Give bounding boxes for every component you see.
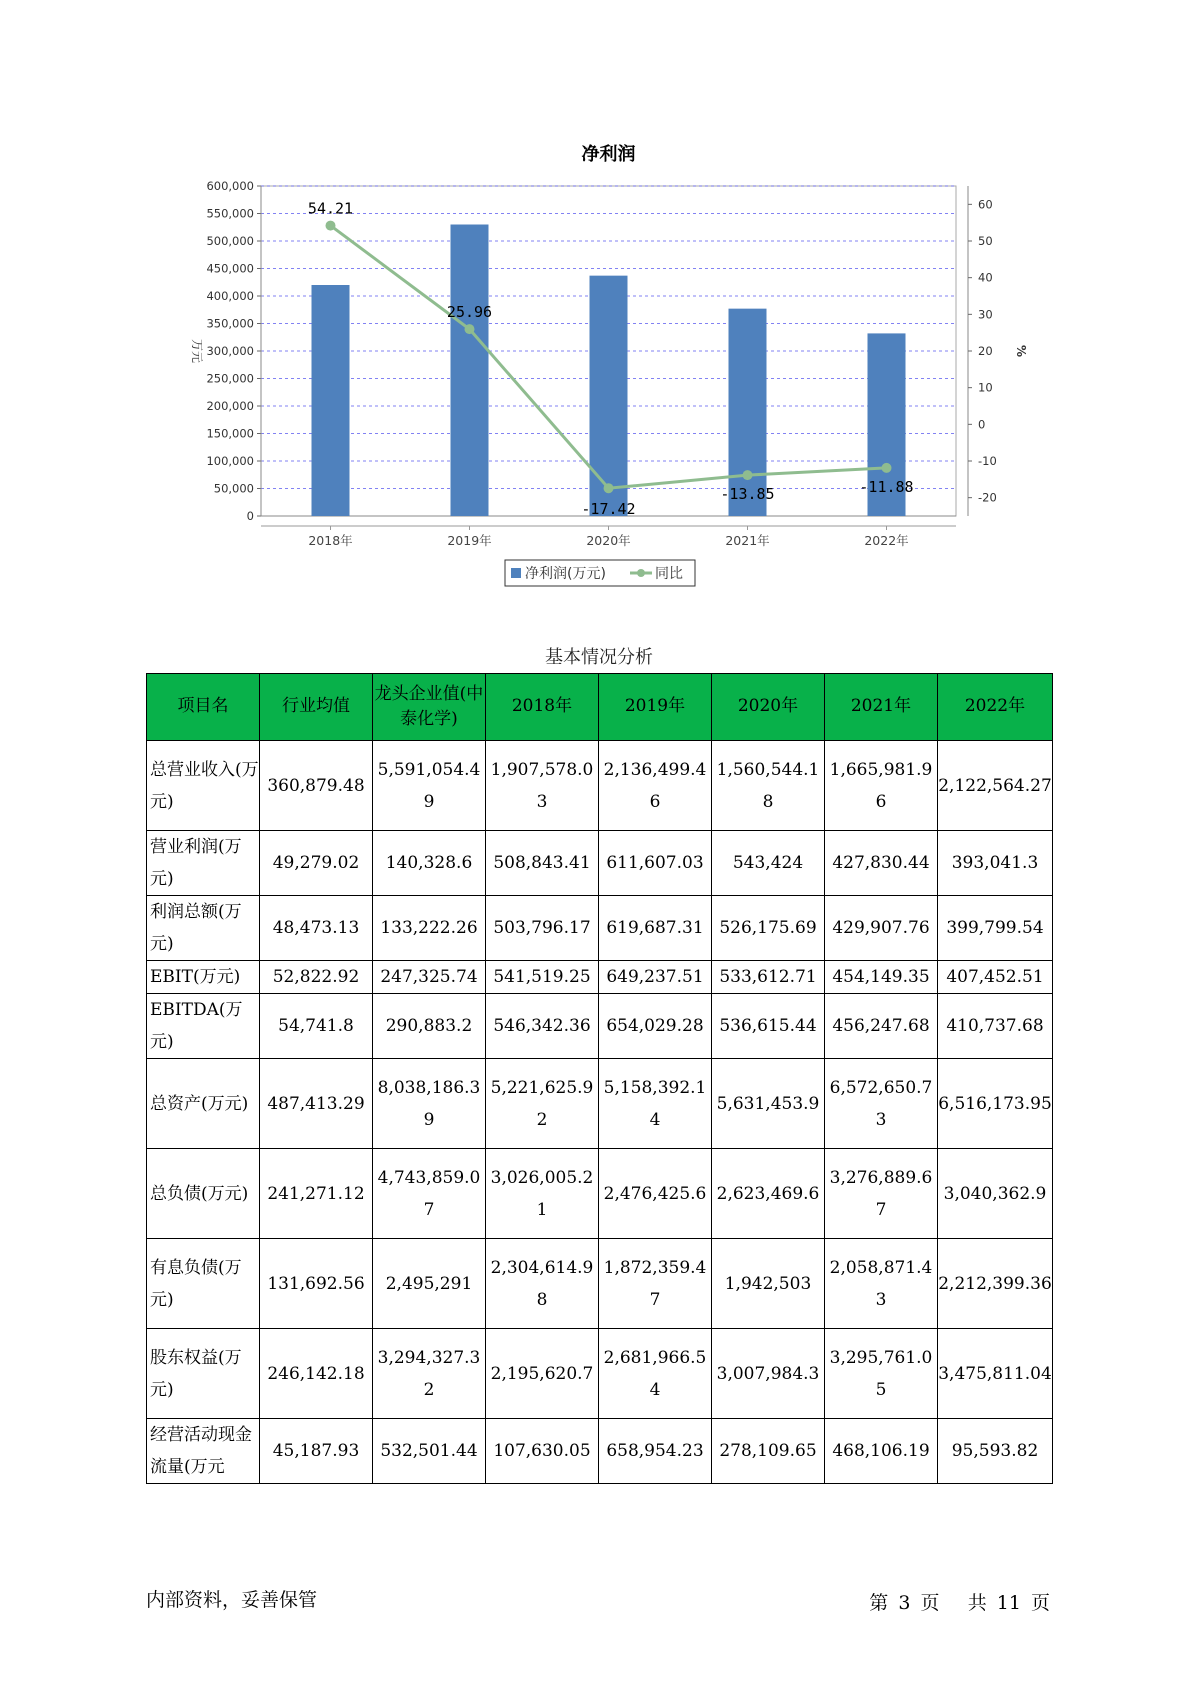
right-tick-label: 0: [978, 417, 986, 432]
value-cell: 427,830.44: [825, 831, 938, 896]
value-cell: 133,222.26: [373, 896, 486, 961]
row-label-cell: 营业利润(万元): [147, 831, 260, 896]
table-title: 基本情况分析: [545, 647, 653, 668]
right-axis-label: %: [1014, 344, 1028, 358]
header-cell: 龙头企业值(中泰化学): [373, 674, 486, 741]
value-cell: 546,342.36: [486, 994, 599, 1059]
legend-line-marker: [637, 569, 645, 577]
x-tick-label: 2020年: [586, 533, 631, 548]
left-tick-label: 150,000: [206, 426, 254, 441]
yoy-point: [326, 221, 336, 231]
value-cell: 536,615.44: [712, 994, 825, 1059]
value-cell: 8,038,186.39: [373, 1059, 486, 1149]
bar-2020年: [590, 276, 628, 516]
row-label-cell: 总负债(万元): [147, 1149, 260, 1239]
value-cell: 278,109.65: [712, 1419, 825, 1484]
value-cell: 2,623,469.6: [712, 1149, 825, 1239]
header-cell: 2021年: [825, 674, 938, 741]
right-tick-label: 50: [978, 234, 993, 248]
yoy-data-label: 25.96: [446, 303, 493, 322]
row-label-cell: 利润总额(万元): [147, 896, 260, 961]
header-cell: 项目名: [147, 674, 260, 741]
yoy-point: [882, 463, 892, 473]
value-cell: 532,501.44: [373, 1419, 486, 1484]
value-cell: 5,591,054.49: [373, 741, 486, 831]
value-cell: 508,843.41: [486, 831, 599, 896]
value-cell: 2,304,614.98: [486, 1239, 599, 1329]
value-cell: 4,743,859.07: [373, 1149, 486, 1239]
legend-line-label: 同比: [655, 566, 683, 582]
value-cell: 1,942,503: [712, 1239, 825, 1329]
left-tick-label: 400,000: [206, 289, 254, 303]
header-cell: 行业均值: [260, 674, 373, 741]
left-tick-label: 200,000: [206, 399, 254, 413]
value-cell: 410,737.68: [938, 994, 1053, 1059]
value-cell: 1,907,578.03: [486, 741, 599, 831]
basic-analysis-table: [146, 673, 1053, 1484]
value-cell: 3,295,761.05: [825, 1329, 938, 1419]
page-indicator: [867, 1588, 1052, 1615]
page-current: 3: [898, 1592, 911, 1614]
table-row: [147, 741, 1053, 831]
yoy-point: [743, 470, 753, 480]
chart-svg: [0, 0, 1191, 600]
right-tick-label: 20: [978, 344, 993, 358]
table-body: [147, 741, 1053, 1484]
x-tick-label: 2019年: [447, 533, 492, 548]
value-cell: 541,519.25: [486, 961, 599, 994]
table-row: [147, 831, 1053, 896]
row-label-cell: 总资产(万元): [147, 1059, 260, 1149]
value-cell: 2,681,966.54: [599, 1329, 712, 1419]
value-cell: 543,424: [712, 831, 825, 896]
page-total: 11: [996, 1592, 1021, 1614]
right-tick-label: -20: [978, 490, 997, 505]
yoy-data-label: -17.42: [581, 500, 636, 519]
value-cell: 393,041.3: [938, 831, 1053, 896]
value-cell: 399,799.54: [938, 896, 1053, 961]
table-row: [147, 1149, 1053, 1239]
row-label-cell: 股东权益(万元): [147, 1329, 260, 1419]
x-tick-label: 2022年: [864, 533, 909, 548]
right-tick-label: 30: [978, 307, 993, 322]
table-row: [147, 896, 1053, 961]
value-cell: 5,631,453.9: [712, 1059, 825, 1149]
value-cell: 649,237.51: [599, 961, 712, 994]
table-row: [147, 1059, 1053, 1149]
table-row: [147, 961, 1053, 994]
yoy-point: [604, 483, 614, 493]
yoy-point: [465, 324, 475, 334]
right-tick-label: 10: [978, 380, 993, 395]
legend-bar-swatch: [511, 568, 521, 578]
value-cell: 3,007,984.3: [712, 1329, 825, 1419]
value-cell: 49,279.02: [260, 831, 373, 896]
value-cell: 487,413.29: [260, 1059, 373, 1149]
bar-2018年: [312, 285, 350, 516]
table-row: [147, 994, 1053, 1059]
legend-bar-label: 净利润(万元): [525, 566, 606, 582]
value-cell: 360,879.48: [260, 741, 373, 831]
value-cell: 2,495,291: [373, 1239, 486, 1329]
value-cell: 241,271.12: [260, 1149, 373, 1239]
row-label-cell: EBIT(万元): [147, 961, 260, 994]
value-cell: 6,516,173.95: [938, 1059, 1053, 1149]
total-prefix: 共: [967, 1592, 987, 1614]
value-cell: 140,328.6: [373, 831, 486, 896]
x-tick-label: 2018年: [308, 533, 353, 548]
table-row: [147, 1419, 1053, 1484]
value-cell: 407,452.51: [938, 961, 1053, 994]
left-tick-label: 250,000: [206, 371, 254, 386]
value-cell: 654,029.28: [599, 994, 712, 1059]
right-tick-label: 40: [978, 270, 993, 285]
value-cell: 247,325.74: [373, 961, 486, 994]
left-tick-label: 450,000: [206, 261, 254, 276]
value-cell: 3,040,362.9: [938, 1149, 1053, 1239]
left-tick-label: 600,000: [206, 179, 254, 193]
table-header-row: [147, 674, 1053, 741]
row-label-cell: 总营业收入(万元): [147, 741, 260, 831]
value-cell: 6,572,650.73: [825, 1059, 938, 1149]
left-tick-label: 50,000: [213, 481, 254, 496]
table-row: [147, 1239, 1053, 1329]
value-cell: 2,136,499.46: [599, 741, 712, 831]
value-cell: 2,058,871.43: [825, 1239, 938, 1329]
value-cell: 658,954.23: [599, 1419, 712, 1484]
value-cell: 2,195,620.7: [486, 1329, 599, 1419]
header-cell: 2019年: [599, 674, 712, 741]
value-cell: 48,473.13: [260, 896, 373, 961]
value-cell: 1,665,981.96: [825, 741, 938, 831]
value-cell: 3,276,889.67: [825, 1149, 938, 1239]
value-cell: 429,907.76: [825, 896, 938, 961]
bar-2019年: [451, 225, 489, 517]
value-cell: 611,607.03: [599, 831, 712, 896]
value-cell: 3,026,005.21: [486, 1149, 599, 1239]
right-tick-label: -10: [978, 454, 997, 468]
total-suffix: 页: [1030, 1592, 1050, 1614]
value-cell: 526,175.69: [712, 896, 825, 961]
table-row: [147, 1329, 1053, 1419]
left-tick-label: 500,000: [206, 234, 254, 248]
value-cell: 2,122,564.27: [938, 741, 1053, 831]
confidential-note: 内部资料，妥善保管: [146, 1589, 318, 1611]
value-cell: 468,106.19: [825, 1419, 938, 1484]
value-cell: 619,687.31: [599, 896, 712, 961]
yoy-data-label: -13.85: [720, 485, 775, 504]
value-cell: 533,612.71: [712, 961, 825, 994]
yoy-data-label: -11.88: [859, 477, 914, 496]
value-cell: 95,593.82: [938, 1419, 1053, 1484]
header-cell: 2018年: [486, 674, 599, 741]
value-cell: 3,475,811.04: [938, 1329, 1053, 1419]
value-cell: 107,630.05: [486, 1419, 599, 1484]
value-cell: 1,560,544.18: [712, 741, 825, 831]
yoy-data-label: 54.21: [307, 199, 354, 218]
left-tick-label: 0: [246, 509, 254, 523]
left-tick-label: 550,000: [206, 206, 254, 221]
right-tick-label: 60: [978, 197, 993, 212]
value-cell: 54,741.8: [260, 994, 373, 1059]
value-cell: 131,692.56: [260, 1239, 373, 1329]
value-cell: 2,476,425.6: [599, 1149, 712, 1239]
value-cell: 5,158,392.14: [599, 1059, 712, 1149]
net-profit-chart: [0, 0, 1191, 600]
value-cell: 2,212,399.36: [938, 1239, 1053, 1329]
x-tick-label: 2021年: [725, 533, 770, 548]
chart-title: 净利润: [581, 144, 636, 165]
row-label-cell: 经营活动现金流量(万元: [147, 1419, 260, 1484]
value-cell: 5,221,625.92: [486, 1059, 599, 1149]
value-cell: 246,142.18: [260, 1329, 373, 1419]
left-tick-label: 100,000: [206, 454, 254, 468]
row-label-cell: EBITDA(万元): [147, 994, 260, 1059]
value-cell: 503,796.17: [486, 896, 599, 961]
header-cell: 2020年: [712, 674, 825, 741]
row-label-cell: 有息负债(万元): [147, 1239, 260, 1329]
value-cell: 45,187.93: [260, 1419, 373, 1484]
header-cell: 2022年: [938, 674, 1053, 741]
value-cell: 454,149.35: [825, 961, 938, 994]
value-cell: 1,872,359.47: [599, 1239, 712, 1329]
page-prefix: 第: [869, 1592, 889, 1614]
page-mid: 页: [920, 1592, 940, 1614]
left-tick-label: 300,000: [206, 344, 254, 358]
value-cell: 290,883.2: [373, 994, 486, 1059]
value-cell: 456,247.68: [825, 994, 938, 1059]
left-axis-label: 万元: [190, 338, 204, 364]
left-tick-label: 350,000: [206, 316, 254, 331]
value-cell: 3,294,327.32: [373, 1329, 486, 1419]
value-cell: 52,822.92: [260, 961, 373, 994]
